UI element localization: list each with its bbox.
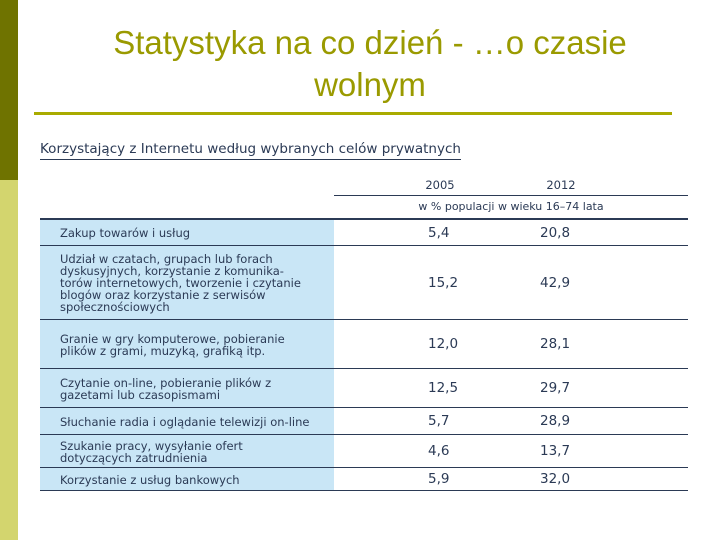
- value-2012: 32,0: [540, 471, 571, 487]
- year-header-2012: 2012: [546, 178, 576, 192]
- row-label: Udział w czatach, grupach lub forach dyskusyjnych, korzystanie z komunika-torów internetowych, tworzenie i czytanie blogów oraz korzystanie z serwisów społecznościowych: [40, 246, 334, 319]
- table-row: [40, 435, 688, 468]
- row-label: Szukanie pracy, wysyłanie ofert dotyczących zatrudnienia: [40, 435, 334, 467]
- slide-title: [30, 22, 710, 106]
- row-label: Korzystanie z usług bankowych: [40, 468, 334, 490]
- value-2005: 5,7: [428, 413, 450, 429]
- row-label: Zakup towarów i usług: [40, 220, 334, 245]
- row-label: Słuchanie radia i oglądanie telewizji on-line: [40, 408, 334, 434]
- slide-title-line-2: wolnym: [314, 66, 426, 103]
- value-2012: 20,8: [540, 224, 571, 241]
- value-2005: 4,6: [428, 443, 450, 459]
- value-2012: 42,9: [540, 274, 571, 291]
- unit-header-row: [40, 196, 688, 218]
- table-row: [40, 220, 688, 246]
- left-accent-bar-dark: [0, 0, 18, 180]
- table-row: [40, 246, 688, 320]
- slide-title-line-1: Statystyka na co dzień - …o czasie: [113, 24, 627, 61]
- table-row: [40, 468, 688, 491]
- statistics-table: [40, 170, 688, 491]
- year-header-2005: 2005: [425, 178, 455, 192]
- row-label: Czytanie on-line, pobieranie plików z gazetami lub czasopismami: [40, 369, 334, 407]
- table-caption: Korzystający z Internetu według wybranych celów prywatnych: [40, 141, 461, 160]
- value-2012: 28,1: [540, 336, 571, 352]
- title-underline: [34, 112, 672, 115]
- value-2005: 5,9: [428, 471, 450, 487]
- table-row: [40, 320, 688, 369]
- value-2005: 12,5: [428, 380, 459, 396]
- year-header-row: [40, 170, 688, 196]
- table-row: [40, 408, 688, 435]
- value-2012: 28,9: [540, 413, 571, 429]
- value-2005: 5,4: [428, 224, 450, 241]
- value-2012: 13,7: [540, 443, 571, 459]
- value-2012: 29,7: [540, 380, 571, 396]
- value-2005: 12,0: [428, 336, 459, 352]
- left-accent-bar-light: [0, 180, 18, 540]
- row-label: Granie w gry komputerowe, pobieranie plików z grami, muzyką, grafiką itp.: [40, 320, 334, 368]
- value-2005: 15,2: [428, 274, 459, 291]
- table-row: [40, 369, 688, 408]
- unit-label: w % populacji w wieku 16–74 lata: [418, 200, 604, 213]
